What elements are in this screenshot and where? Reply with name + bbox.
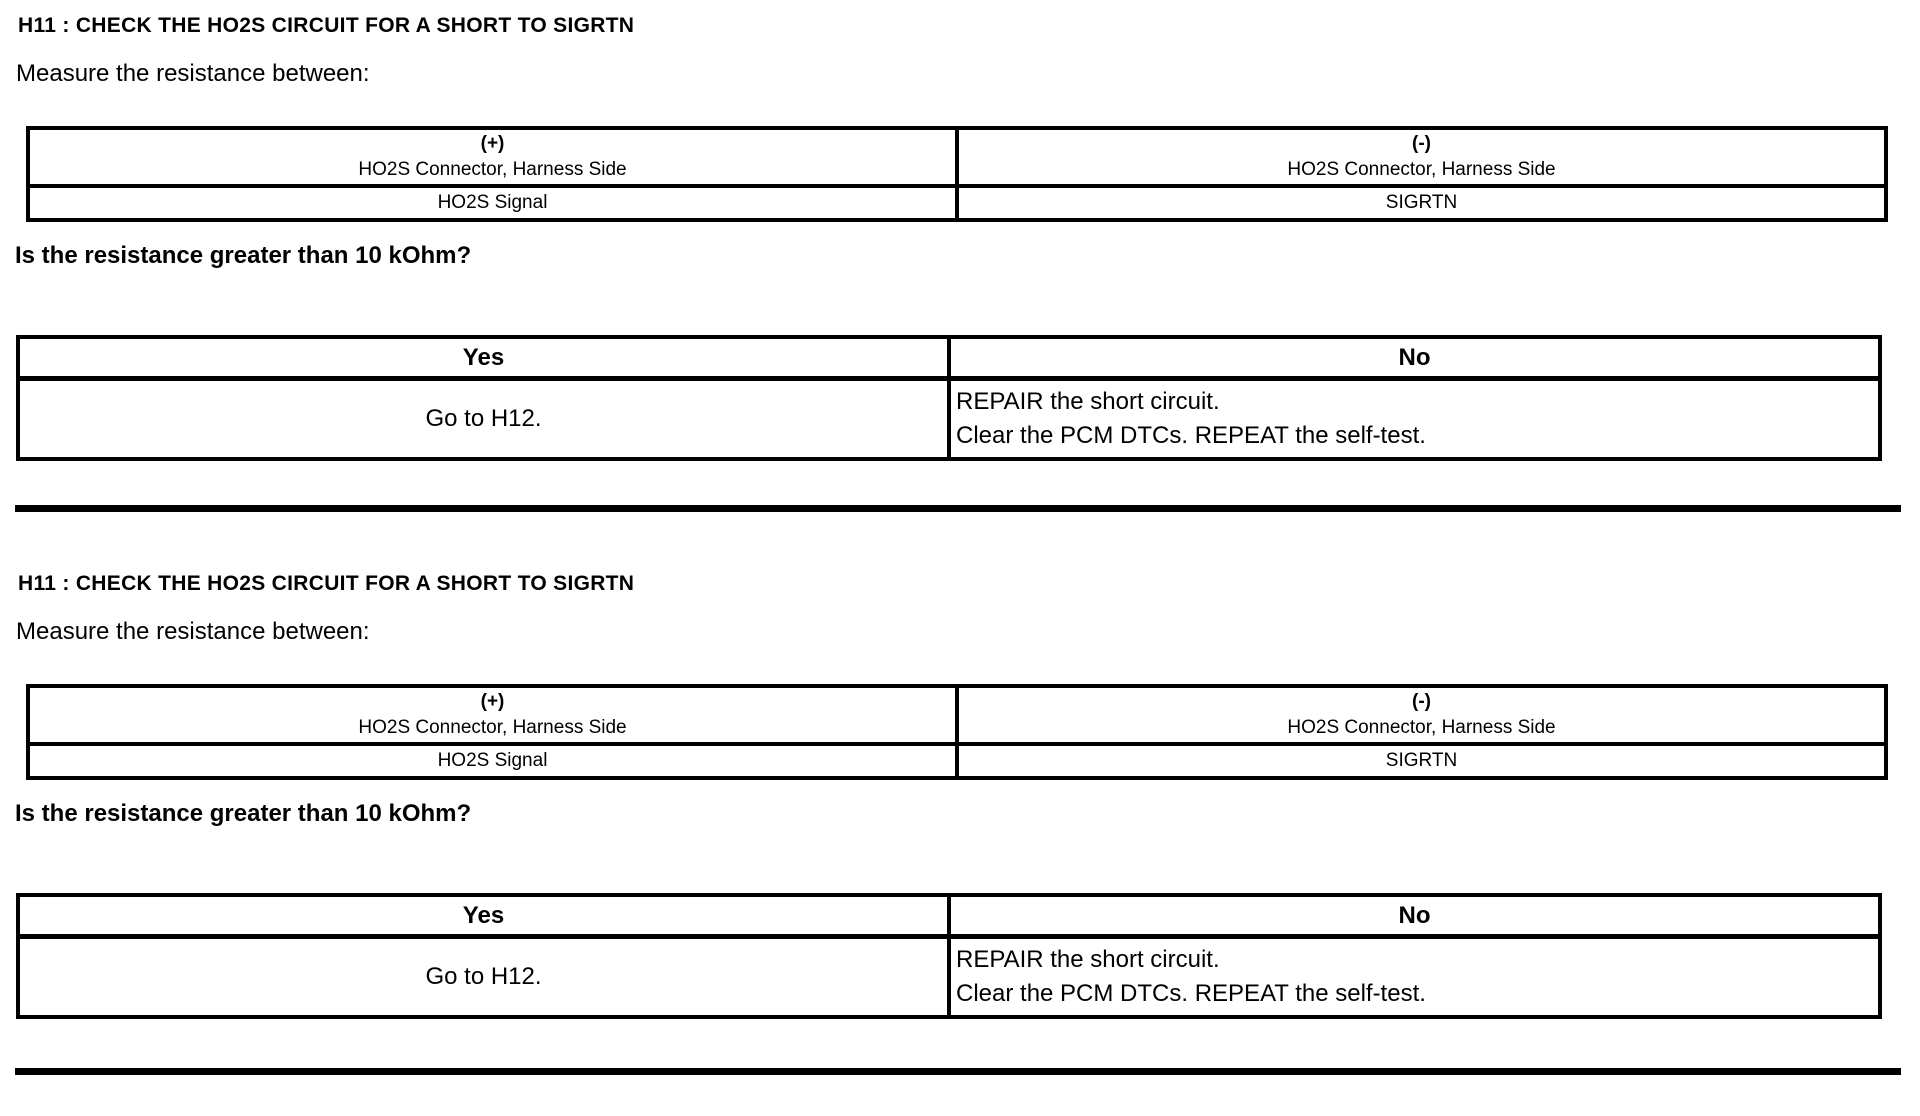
decision-action-row: [18, 379, 1880, 460]
positive-connector-label: HO2S Connector, Harness Side: [358, 717, 627, 738]
measurement-header-row: [28, 686, 1886, 744]
negative-pin-cell: SIGRTN: [957, 186, 1886, 220]
measurement-pin-row: [28, 744, 1886, 778]
positive-lead-header: [28, 128, 957, 186]
measurement-points-table: [26, 126, 1888, 222]
decision-question: Is the resistance greater than 10 kOhm?: [15, 242, 472, 269]
no-action-line: REPAIR the short circuit.: [956, 946, 1220, 973]
yes-action-cell: Go to H12.: [18, 379, 949, 460]
measurement-pin-row: [28, 186, 1886, 220]
yes-column-header: Yes: [18, 895, 949, 937]
positive-lead-header: [28, 686, 957, 744]
decision-question: Is the resistance greater than 10 kOhm?: [15, 800, 472, 827]
negative-lead-header: [957, 128, 1886, 186]
positive-pin-cell: HO2S Signal: [28, 744, 957, 778]
positive-connector-label: HO2S Connector, Harness Side: [358, 159, 627, 180]
no-action-line: Clear the PCM DTCs. REPEAT the self-test.: [956, 980, 1426, 1007]
section-divider-rule: [15, 505, 1901, 512]
decision-table: [16, 335, 1882, 461]
positive-polarity-label: (+): [480, 691, 505, 712]
no-action-cell: [949, 937, 1880, 1018]
no-column-header: No: [949, 895, 1880, 937]
step-title: H11 : CHECK THE HO2S CIRCUIT FOR A SHORT TO SIGRTN: [18, 14, 635, 37]
no-action-cell: [949, 379, 1880, 460]
negative-connector-label: HO2S Connector, Harness Side: [1287, 159, 1556, 180]
measure-instruction: Measure the resistance between:: [16, 618, 370, 645]
negative-connector-label: HO2S Connector, Harness Side: [1287, 717, 1556, 738]
yes-column-header: Yes: [18, 337, 949, 379]
diagnostic-step-section: [0, 558, 1920, 1116]
decision-header-row: [18, 895, 1880, 937]
measurement-points-table: [26, 684, 1888, 780]
decision-header-row: [18, 337, 1880, 379]
negative-lead-header: [957, 686, 1886, 744]
positive-polarity-label: (+): [480, 133, 505, 154]
negative-polarity-label: (-): [1412, 691, 1431, 712]
negative-pin-cell: SIGRTN: [957, 744, 1886, 778]
negative-polarity-label: (-): [1412, 133, 1431, 154]
section-divider-rule: [15, 1068, 1901, 1075]
decision-table: [16, 893, 1882, 1019]
measure-instruction: Measure the resistance between:: [16, 60, 370, 87]
measurement-header-row: [28, 128, 1886, 186]
step-title: H11 : CHECK THE HO2S CIRCUIT FOR A SHORT TO SIGRTN: [18, 572, 635, 595]
no-action-line: REPAIR the short circuit.: [956, 388, 1220, 415]
positive-pin-cell: HO2S Signal: [28, 186, 957, 220]
decision-action-row: [18, 937, 1880, 1018]
yes-action-cell: Go to H12.: [18, 937, 949, 1018]
no-column-header: No: [949, 337, 1880, 379]
no-action-line: Clear the PCM DTCs. REPEAT the self-test.: [956, 422, 1426, 449]
